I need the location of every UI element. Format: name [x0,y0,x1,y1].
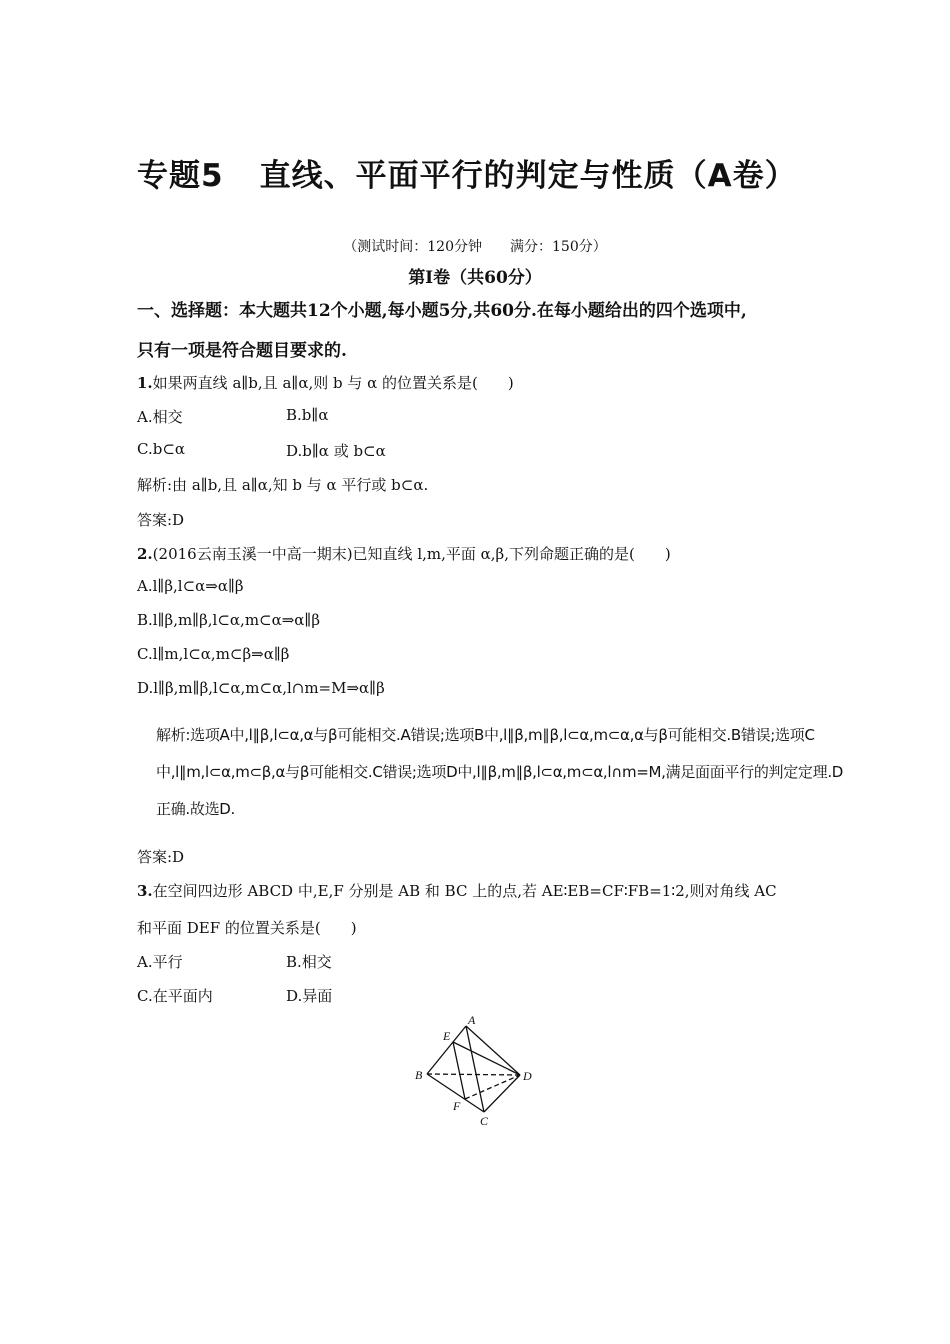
q3-option-a: A.平行 [137,953,183,971]
q1-stem: 1.如果两直线 a∥b,且 a∥α,则 b 与 α 的位置关系是( ) [137,374,514,392]
q2-option-a: A.l∥β,l⊂α⇒α∥β [137,577,244,595]
q1-option-d: D.b∥α 或 b⊂α [286,442,386,460]
q3-option-d: D.异面 [286,987,333,1005]
section-heading-line2: 只有一项是符合题目要求的. [137,341,347,361]
title-topic-name: 直线、平面平行的判定与性质（A卷） [259,158,797,194]
q1-options-row2 [137,440,437,458]
q2-option-d: D.l∥β,m∥β,l⊂α,m⊂α,l∩m=M⇒α∥β [137,679,385,697]
q2-option-b: B.l∥β,m∥β,l⊂α,m⊂α⇒α∥β [137,611,321,629]
test-info [0,236,950,256]
tetrahedron-svg [410,1012,545,1130]
label-f: F [453,1099,461,1113]
edge-bd-hidden [427,1074,520,1075]
segment-fd-hidden [465,1075,520,1099]
label-e: E [443,1029,451,1043]
section-heading-line1: 一、选择题：本大题共12个小题,每小题5分,共60分.在每小题给出的四个选项中, [137,301,747,321]
q3-options-row1 [137,951,437,972]
volume-heading: 第Ⅰ卷（共60分） [408,268,542,288]
segment-ed [453,1042,520,1075]
q3-option-c: C.在平面内 [137,987,213,1005]
tetrahedron-figure [410,1012,545,1130]
q3-options-row2 [137,985,437,1006]
label-b: B [415,1068,423,1082]
title-topic-number: 专题5 [137,158,224,194]
q2-stem: 2.(2016云南玉溪一中高一期末)已知直线 l,m,平面 α,β,下列命题正确的是( ) [137,545,671,563]
test-time: （测试时间：120分钟 [343,239,482,255]
label-d: D [523,1069,532,1083]
label-c: C [480,1114,489,1128]
q3-stem-line2: 和平面 DEF 的位置关系是( ) [137,919,357,937]
page-title [137,150,797,195]
q1-option-c: C.b⊂α [137,440,186,458]
q1-analysis: 解析:由 a∥b,且 a∥α,知 b 与 α 平行或 b⊂α. [137,476,429,494]
q2-number: 2. [137,545,153,563]
q2-analysis-line3: 正确.故选D. [156,800,235,818]
q3-option-b: B.相交 [286,953,332,971]
edge-cd [484,1075,520,1112]
full-score: 满分：150分） [510,239,607,255]
q1-number: 1. [137,374,153,392]
q1-option-b: B.b∥α [286,406,329,424]
q3-stem-line1: 3.在空间四边形 ABCD 中,E,F 分别是 AB 和 BC 上的点,若 AE∶EB=CF∶FB=1∶2,则对角线 AC [137,882,777,900]
q2-answer: 答案:D [137,848,185,866]
q2-analysis-line1: 解析:选项A中,l∥β,l⊂α,α与β可能相交.A错误;选项B中,l∥β,m∥β,l⊂α,m⊂α,α与β可能相交.B错误;选项C [156,726,815,744]
q1-option-a: A.相交 [137,408,183,426]
segment-ef [453,1042,465,1099]
edge-ac [466,1026,484,1112]
q1-answer: 答案:D [137,511,185,529]
q1-options-row1 [137,406,437,427]
q3-number: 3. [137,882,153,900]
q2-option-c: C.l∥m,l⊂α,m⊂β⇒α∥β [137,645,290,663]
label-a: A [468,1013,476,1027]
q2-analysis-line2: 中,l∥m,l⊂α,m⊂β,α与β可能相交.C错误;选项D中,l∥β,m∥β,l⊂α,m⊂α,l∩m=M,满足面面平行的判定定理.D [156,763,844,781]
